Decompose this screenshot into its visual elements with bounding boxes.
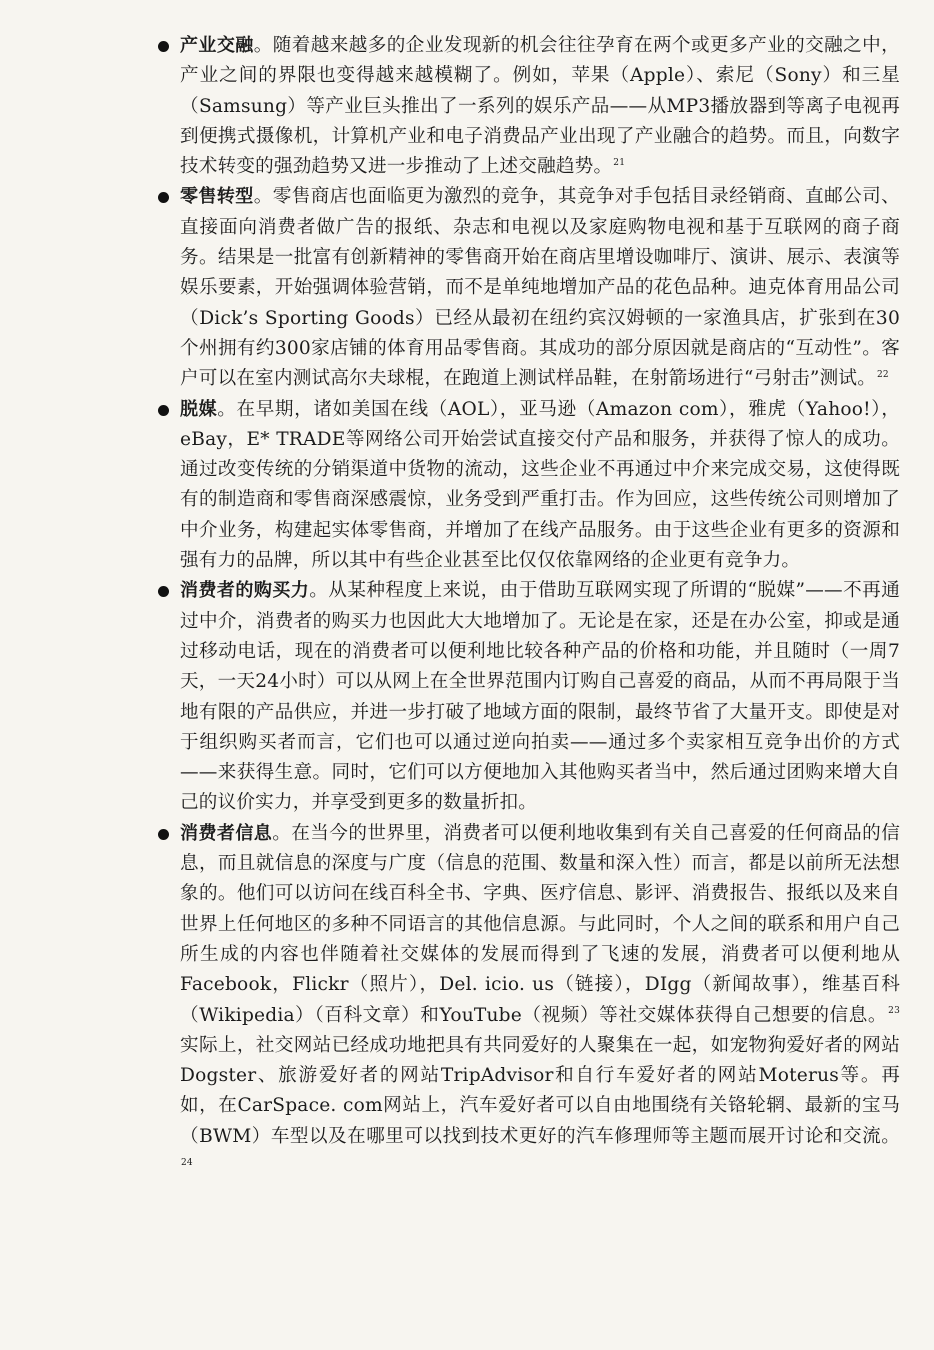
bullet-icon xyxy=(158,586,169,597)
list-item-retail-transformation xyxy=(158,182,900,394)
footnote-ref: 22 xyxy=(877,370,889,381)
item-text: 。在早期，诸如美国在线（AOL），亚马逊（Amazon com），雅虎（Yahoo!），eBay，E* TRADE等网络公司开始尝试直接交付产品和服务，并获得了惊人的成功。通过改变传统的分销渠道中货物的流动，这些企业不再通过中介来完成交易，这使得既有的制造商和零售商深感震惊，业务受到严重打击。作为回应，这些传统公司则增加了中介业务，构建起实体零售商，并增加了在线产品服务。由于这些企业有更多的资源和强有力的品牌，所以其中有些企业甚至比仅仅依靠网络的企业更有竞争力。 xyxy=(180,398,900,572)
item-term: 零售转型 xyxy=(180,186,254,208)
bullet-list xyxy=(158,31,900,1182)
footnote-ref: 21 xyxy=(613,158,626,168)
list-item-disintermediation xyxy=(158,395,900,577)
item-text: 。零售商店也面临更为激烈的竞争，其竞争对手包括目录经销商、直邮公司、直接面向消费者做广告的报纸、杂志和电视以及家庭购物电视和基于互联网的商子商务。结果是一批富有创新精神的零售商开始在商店里增设咖啡厅、演讲、展示、表演等娱乐要素，开始强调体验营销，而不是单纯地增加产品的花色品种。迪克体育用品公司（Dick’s Sporting Goods）已经从最初在纽约宾汉姆顿的一家渔具店，扩张到在30个州拥有约300家店铺的体育用品零售商。其成功的部分原因就是商店的“互动性”。客户可以在室内测试高尔夫球棍，在跑道上测试样品鞋，在射箭场进行“弓射击”测试。 xyxy=(180,186,900,390)
item-term: 产业交融 xyxy=(180,35,254,56)
item-text: 。从某种程度上来说，由于借助互联网实现了所谓的“脱媒”——不再通过中介，消费者的购买力也因此大大地增加了。无论是在家，还是在办公室，抑或是通过移动电话，现在的消费者可以便利地比较各种产品的价格和功能，并且随时（一周7天，一天24小时）可以从网上在全世界范围内订购自己喜爱的商品，从而不再局限于当地有限的产品供应，并进一步打破了地域方面的限制，最终节省了大量开支。即使是对于组织购买者而言，它们也可以通过逆向拍卖——通过多个卖家相互竞争出价的方式——来获得生意。同时，它们可以方便地加入其他购买者当中，然后通过团购来增大自己的议价实力，并享受到更多的数量折扣。 xyxy=(180,580,900,814)
bullet-icon xyxy=(158,405,169,416)
bullet-icon xyxy=(158,829,169,840)
list-item-industry-convergence xyxy=(158,31,900,182)
item-term: 消费者信息 xyxy=(180,822,273,844)
item-text: 。随着越来越多的企业发现新的机会往往孕育在两个或更多产业的交融之中，产业之间的界限也变得越来越模糊了。例如，苹果（Apple）、索尼（Sony）和三星（Samsung）等产业巨头推出了一系列的娱乐产品——从MP3播放器到等离子电视再到便携式摄像机，计算机产业和电子消费品产业出现了产业融合的趋势。而且，向数字技术转变的强劲趋势又进一步推动了上述交融趋势。 xyxy=(180,35,900,178)
list-item-consumer-buying-power xyxy=(158,576,900,818)
list-item-consumer-information xyxy=(158,819,900,1183)
bullet-icon xyxy=(158,192,169,203)
footnote-ref: 23 xyxy=(888,1006,900,1017)
item-text: 。在当今的世界里，消费者可以便利地收集到有关自己喜爱的任何商品的信息，而且就信息的深度与广度（信息的范围、数量和深入性）而言，都是以前所无法想象的。他们可以访问在线百科全书、字典、医疗信息、影评、消费报告、报纸以及来自世界上任何地区的多种不同语言的其他信息源。与此同时，个人之间的联系和用户自己所生成的内容也伴随着社交媒体的发展而得到了飞速的发展，消费者可以便利地从Facebook，Flickr（照片），Del. icio. us（链接），DIgg（新闻故事），维基百科（Wikipedia）（百科文章）和YouTube（视频）等社交媒体获得自己想要的信息。 xyxy=(180,822,901,1026)
item-text-continued: 实际上，社交网站已经成功地把具有共同爱好的人聚集在一起，如宠物狗爱好者的网站Dogster、旅游爱好者的网站TripAdvisor和自行车爱好者的网站Moterus等。再如，在CarSpace. com网站上，汽车爱好者可以自由地围绕有关铬轮辋、最新的宝马（BWM）车型以及在哪里可以找到技术更好的汽车修理师等主题而展开讨论和交流。 xyxy=(180,1034,900,1147)
item-term: 消费者的购买力 xyxy=(180,580,310,602)
item-term: 脱媒 xyxy=(180,398,218,420)
bullet-icon xyxy=(158,41,169,52)
footnote-ref: 24 xyxy=(181,1157,193,1168)
